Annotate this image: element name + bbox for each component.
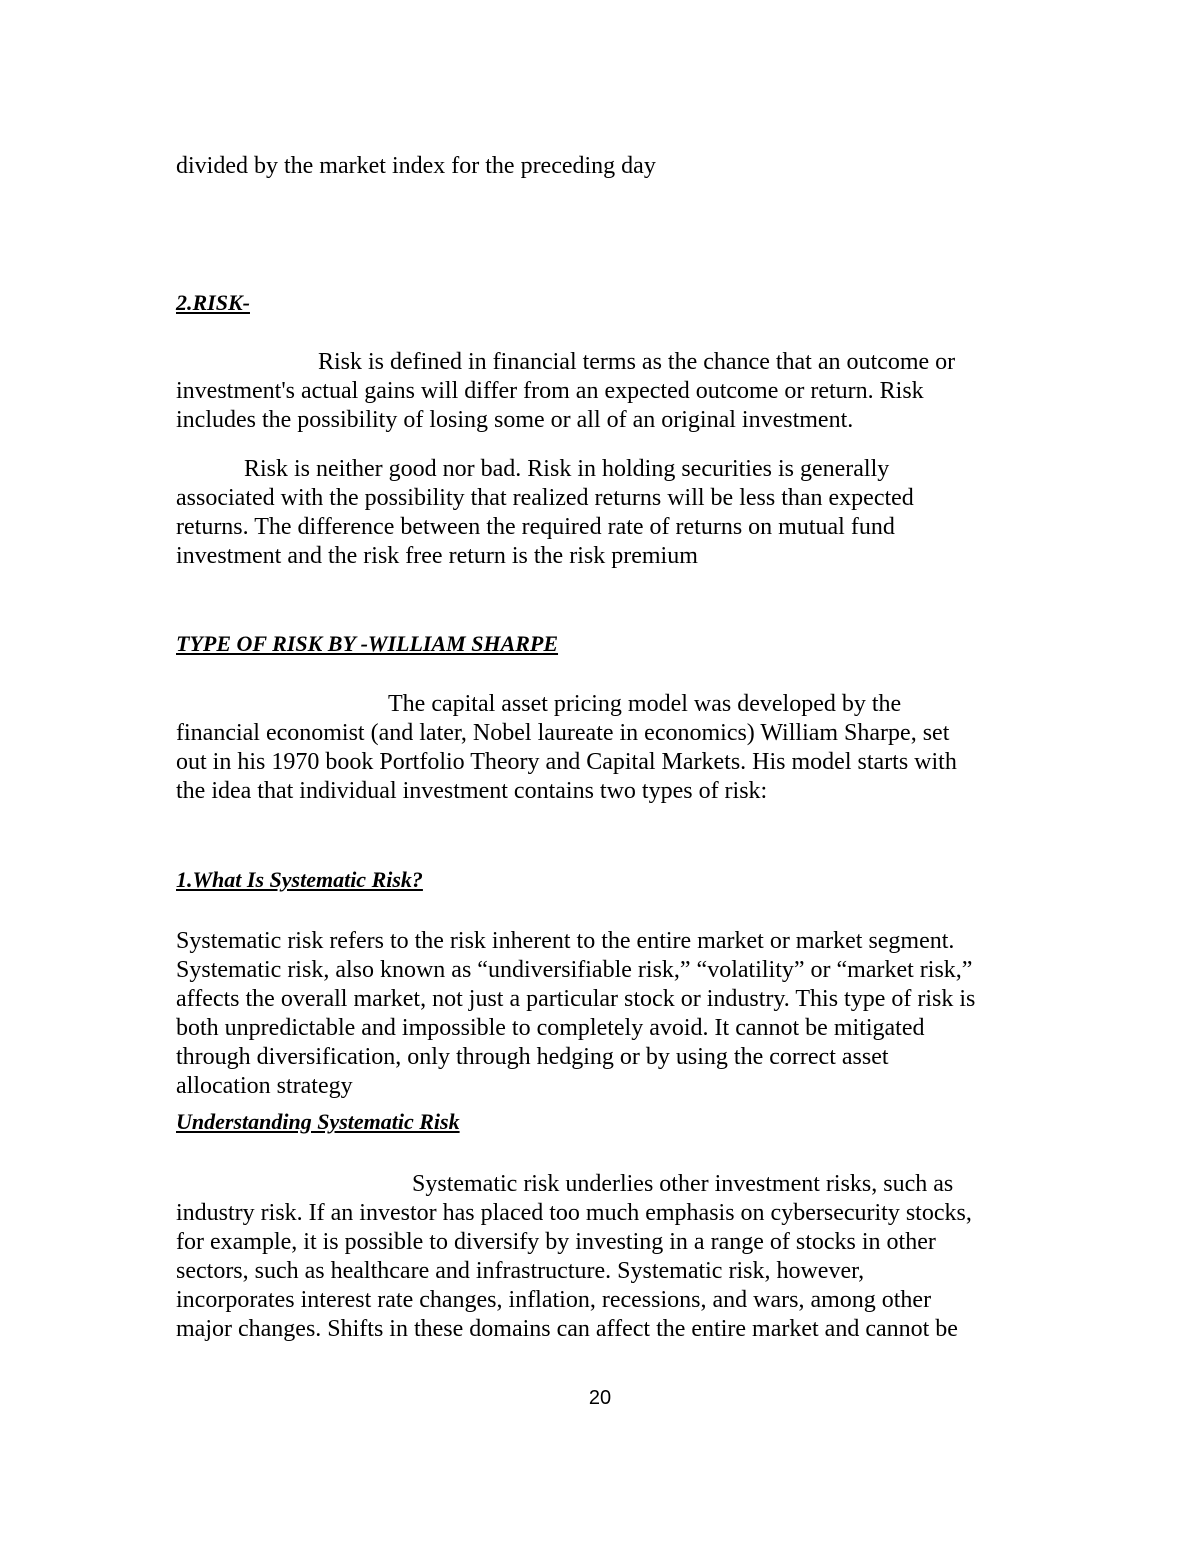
body-text-line: divided by the market index for the preceding day [176,153,656,179]
understanding-paragraph [176,1170,1036,1344]
body-text-line: investment's actual gains will differ from an expected outcome or return. Risk [176,378,924,404]
understanding-systematic-risk-heading: Understanding Systematic Risk [176,1109,460,1134]
body-text-line: incorporates interest rate changes, inflation, recessions, and wars, among other [176,1287,932,1313]
body-text-line: sectors, such as healthcare and infrastructure. Systematic risk, however, [176,1258,865,1284]
body-text-line: returns. The difference between the required rate of returns on mutual fund [176,514,895,540]
body-text-line: investment and the risk free return is the risk premium [176,543,698,569]
body-text-line: The capital asset pricing model was developed by the [388,691,902,717]
sharpe-heading: TYPE OF RISK BY -WILLIAM SHARPE [176,631,559,656]
body-text-line: the idea that individual investment contains two types of risk: [176,778,768,804]
body-text-line: industry risk. If an investor has placed too much emphasis on cybersecurity stocks, [176,1200,972,1226]
sharpe-paragraph [176,690,1036,806]
body-text-line: through diversification, only through hedging or by using the correct asset [176,1044,889,1070]
body-text-line: affects the overall market, not just a particular stock or industry. This type of risk is [176,986,976,1012]
body-text-line: for example, it is possible to diversify by investing in a range of stocks in other [176,1229,936,1255]
body-text-line: financial economist (and later, Nobel laureate in economics) William Sharpe, set [176,720,950,746]
intro-line [176,152,1036,181]
risk-paragraph-2 [176,455,1036,571]
body-text-line: Systematic risk refers to the risk inherent to the entire market or market segment. [176,928,955,954]
body-text-line: Systematic risk underlies other investment risks, such as [412,1171,954,1197]
body-text-line: both unpredictable and impossible to completely avoid. It cannot be mitigated [176,1015,925,1041]
body-text-line: allocation strategy [176,1073,353,1099]
body-text-line: includes the possibility of losing some or all of an original investment. [176,407,854,433]
systematic-risk-paragraph [176,927,1036,1101]
page-number: 20 [588,1387,612,1409]
body-text-line: Risk is neither good nor bad. Risk in holding securities is generally [244,456,890,482]
body-text-line: Systematic risk, also known as “undiversifiable risk,” “volatility” or “market risk,” [176,957,973,983]
risk-paragraph-1 [176,348,1036,435]
body-text-line: Risk is defined in financial terms as the chance that an outcome or [318,349,956,375]
body-text-line: out in his 1970 book Portfolio Theory and Capital Markets. His model starts with [176,749,957,775]
body-text-line: major changes. Shifts in these domains can affect the entire market and cannot be [176,1316,958,1342]
risk-heading: 2.RISK- [176,290,250,315]
systematic-risk-heading: 1.What Is Systematic Risk? [176,867,423,892]
body-text-line: associated with the possibility that realized returns will be less than expected [176,485,914,511]
